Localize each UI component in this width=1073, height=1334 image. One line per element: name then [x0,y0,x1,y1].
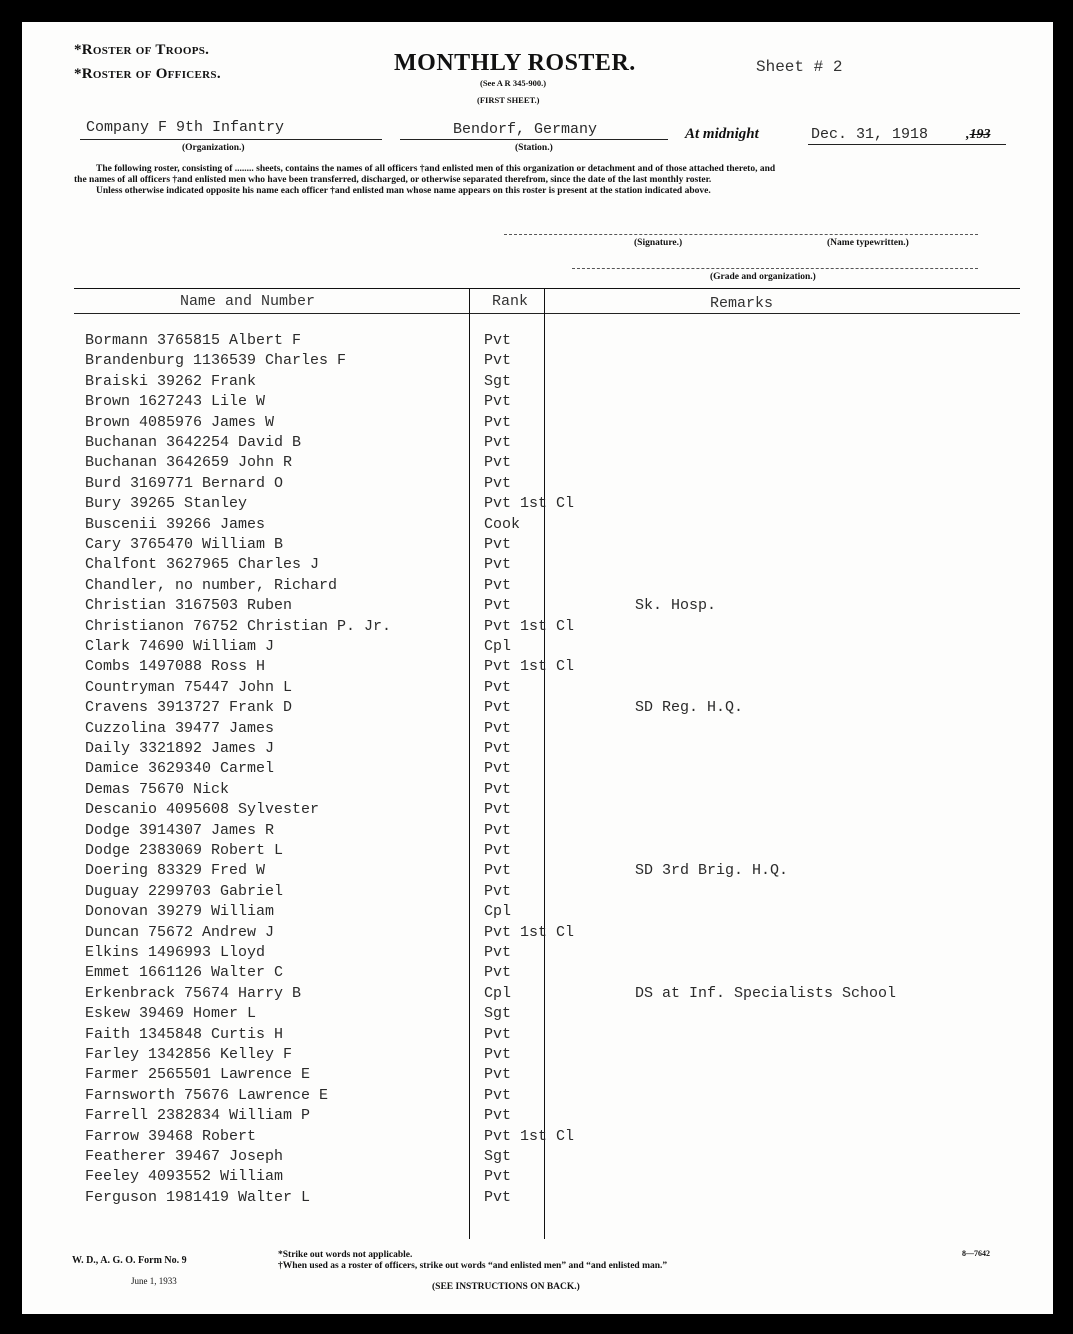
table-row [22,393,1022,413]
row-rank: Pvt 1st Cl [484,1127,575,1145]
table-row [22,964,1022,984]
date-underline [808,144,1006,145]
row-name: Christian 3167503 Ruben [85,597,293,615]
name-typewritten-caption: (Name typewritten.) [827,238,909,248]
row-rank: Pvt [484,393,512,411]
form-date: June 1, 1933 [131,1276,177,1286]
station-value: Bendorf, Germany [453,121,598,138]
row-name: Chalfont 3627965 Charles J [85,556,320,574]
row-name: Braiski 39262 Frank [85,372,257,390]
row-rank: Pvt 1st Cl [484,923,575,941]
station-caption: (Station.) [515,143,553,153]
roster-of-troops-label: *Roster of Troops. [74,42,210,58]
row-name: Bormann 3765815 Albert F [85,332,302,349]
table-row [22,1026,1022,1046]
row-name: Bury 39265 Stanley [85,495,248,513]
table-row [22,822,1022,842]
notice-line-2: the names of all officers †and enlisted men who have been transferred, discharged, or otherwise separated therefrom, since the date of the last monthly roster. [74,175,712,185]
first-sheet-label: (FIRST SHEET.) [477,95,540,105]
table-row [22,903,1022,923]
instructions-note: (SEE INSTRUCTIONS ON BACK.) [432,1282,580,1292]
organization-caption: (Organization.) [182,143,245,153]
row-name: Clark 74690 William J [85,638,275,655]
column-header-remarks: Remarks [710,295,774,312]
row-name: Cravens 3913727 Frank D [85,699,293,717]
table-row [22,883,1022,903]
row-rank: Pvt [484,760,512,778]
table-row [22,781,1022,801]
row-rank: Cpl [484,984,512,1002]
column-header-name: Name and Number [180,293,316,310]
row-name: Chandler, no number, Richard [85,576,338,594]
table-row [22,638,1022,658]
table-row [22,597,1022,617]
row-rank: Pvt 1st Cl [484,658,575,676]
row-rank: Sgt [484,372,512,390]
table-row [22,720,1022,740]
form-title: MONTHLY ROSTER. [394,50,636,76]
row-remarks: SD Reg. H.Q. [635,699,744,717]
row-name: Eskew 39469 Homer L [85,1005,257,1023]
row-rank: Pvt [484,474,512,492]
at-midnight-label: At midnight [685,126,759,142]
army-regulation-ref: (See A R 345-900.) [480,78,547,88]
table-row [22,1087,1022,1107]
row-rank: Cpl [484,638,512,655]
strike-out-note: *Strike out words not applicable. [278,1250,413,1260]
year-suffix: ,193 [966,127,991,142]
row-rank: Pvt [484,556,512,574]
row-name: Christianon 76752 Christian P. Jr. [85,617,392,635]
row-remarks: SD 3rd Brig. H.Q. [635,862,789,880]
table-row [22,618,1022,638]
row-rank: Pvt [484,1066,512,1084]
row-rank: Pvt [484,576,512,594]
row-name: Dodge 2383069 Robert L [85,842,284,859]
row-rank: Pvt [484,719,512,737]
row-rank: Pvt [484,454,512,472]
row-rank: Pvt [484,413,512,431]
row-name: Cary 3765470 William B [85,536,284,553]
roster-of-officers-label: *Roster of Officers. [74,66,221,82]
organization-underline [80,139,382,140]
table-row [22,1189,1022,1209]
table-row [22,475,1022,495]
table-row [22,454,1022,474]
row-rank: Pvt [484,821,512,839]
table-row [22,556,1022,576]
row-name: Erkenbrack 75674 Harry B [85,984,302,1002]
row-name: Ferguson 1981419 Walter L [85,1188,311,1206]
row-rank: Pvt [484,944,512,961]
row-rank: Pvt [484,1168,512,1186]
table-row [22,1148,1022,1168]
row-name: Farrell 2382834 William P [85,1107,311,1125]
row-name: Elkins 1496993 Lloyd [85,944,266,961]
row-name: Daily 3321892 James J [85,740,275,757]
row-rank: Pvt [484,699,512,717]
notice-line-1: The following roster, consisting of ........ sheets, contains the names of all officers †and enlisted men of this organization or detachment and of those attached thereto, and [96,164,776,174]
table-row [22,414,1022,434]
row-name: Dodge 3914307 James R [85,821,275,839]
row-name: Brown 1627243 Lile W [85,393,266,411]
row-name: Countryman 75447 John L [85,678,293,696]
signature-caption: (Signature.) [634,238,683,248]
table-row [22,495,1022,515]
table-row [22,577,1022,597]
row-name: Faith 1345848 Curtis H [85,1025,284,1043]
row-name: Doering 83329 Fred W [85,862,266,880]
row-name: Emmet 1661126 Walter C [85,964,284,982]
station-underline [400,139,668,140]
table-row [22,842,1022,862]
row-name: Duncan 75672 Andrew J [85,923,275,941]
row-name: Descanio 4095608 Sylvester [85,801,320,819]
row-rank: Pvt [484,597,512,615]
officers-note: †When used as a roster of officers, strike out words “and enlisted men” and “and enlisted man.” [278,1261,668,1271]
table-row [22,862,1022,882]
row-rank: Pvt [484,882,512,900]
row-rank: Pvt [484,842,512,859]
row-rank: Pvt [484,536,512,553]
row-name: Buchanan 3642659 John R [85,454,293,472]
row-rank: Pvt [484,1107,512,1125]
row-rank: Pvt [484,434,512,451]
table-row [22,699,1022,719]
row-name: Brandenburg 1136539 Charles F [85,352,347,370]
row-remarks: DS at Inf. Specialists School [635,984,897,1002]
table-row [22,944,1022,964]
row-remarks: Sk. Hosp. [635,597,717,615]
date-value: Dec. 31, 1918 [811,126,929,143]
row-rank: Pvt [484,862,512,880]
table-row [22,801,1022,821]
table-row [22,740,1022,760]
row-name: Combs 1497088 Ross H [85,658,266,676]
row-name: Feeley 4093552 William [85,1168,284,1186]
row-name: Burd 3169771 Bernard O [85,474,284,492]
row-rank: Pvt [484,964,512,982]
table-row [22,985,1022,1005]
row-rank: Sgt [484,1148,512,1165]
row-name: Damice 3629340 Carmel [85,760,275,778]
sheet-number: Sheet # 2 [756,58,843,76]
year-suffix-text: 193 [969,127,991,142]
table-row [22,516,1022,536]
table-row [22,1005,1022,1025]
grade-caption: (Grade and organization.) [710,272,816,282]
table-row [22,332,1022,352]
row-name: Buscenii 39266 James [85,515,266,533]
grade-line [572,268,978,269]
table-row [22,1128,1022,1148]
row-name: Duguay 2299703 Gabriel [85,882,284,900]
row-name: Farmer 2565501 Lawrence E [85,1066,311,1084]
row-name: Cuzzolina 39477 James [85,719,275,737]
row-rank: Pvt [484,678,512,696]
row-rank: Pvt [484,1188,512,1206]
table-row [22,536,1022,556]
row-rank: Pvt [484,332,512,349]
row-name: Featherer 39467 Joseph [85,1148,284,1165]
table-row [22,373,1022,393]
table-row [22,434,1022,454]
row-rank: Cpl [484,903,512,921]
table-row [22,679,1022,699]
form-number: W. D., A. G. O. Form No. 9 [72,1255,187,1266]
roster-sheet [22,22,1053,1314]
table-row [22,924,1022,944]
table-header-rule [74,313,1020,314]
signature-line [504,234,978,235]
row-rank: Pvt [484,801,512,819]
row-rank: Pvt [484,352,512,370]
row-rank: Sgt [484,1005,512,1023]
table-row [22,760,1022,780]
row-rank: Pvt [484,780,512,798]
row-name: Farrow 39468 Robert [85,1127,257,1145]
table-row [22,1066,1022,1086]
row-rank: Pvt [484,1086,512,1104]
table-row [22,352,1022,372]
row-rank: Pvt [484,1046,512,1063]
table-row [22,1046,1022,1066]
row-name: Demas 75670 Nick [85,780,230,798]
row-name: Farley 1342856 Kelley F [85,1046,293,1063]
notice-line-3: Unless otherwise indicated opposite his name each officer †and enlisted man whose name appears on this roster is present at the station indicated above. [96,186,711,196]
table-row [22,658,1022,678]
table-row [22,1107,1022,1127]
print-code: 8—7642 [962,1249,990,1258]
row-rank: Pvt 1st Cl [484,617,575,635]
row-name: Brown 4085976 James W [85,413,275,431]
row-rank: Pvt [484,740,512,757]
row-rank: Cook [484,515,521,533]
row-rank: Pvt [484,1025,512,1043]
column-header-rank: Rank [492,293,529,310]
row-rank: Pvt 1st Cl [484,495,575,513]
row-name: Farnsworth 75676 Lawrence E [85,1086,329,1104]
row-name: Buchanan 3642254 David B [85,434,302,451]
organization-value: Company F 9th Infantry [86,119,285,136]
table-row [22,1168,1022,1188]
table-top-rule [74,288,1020,289]
row-name: Donovan 39279 William [85,903,275,921]
